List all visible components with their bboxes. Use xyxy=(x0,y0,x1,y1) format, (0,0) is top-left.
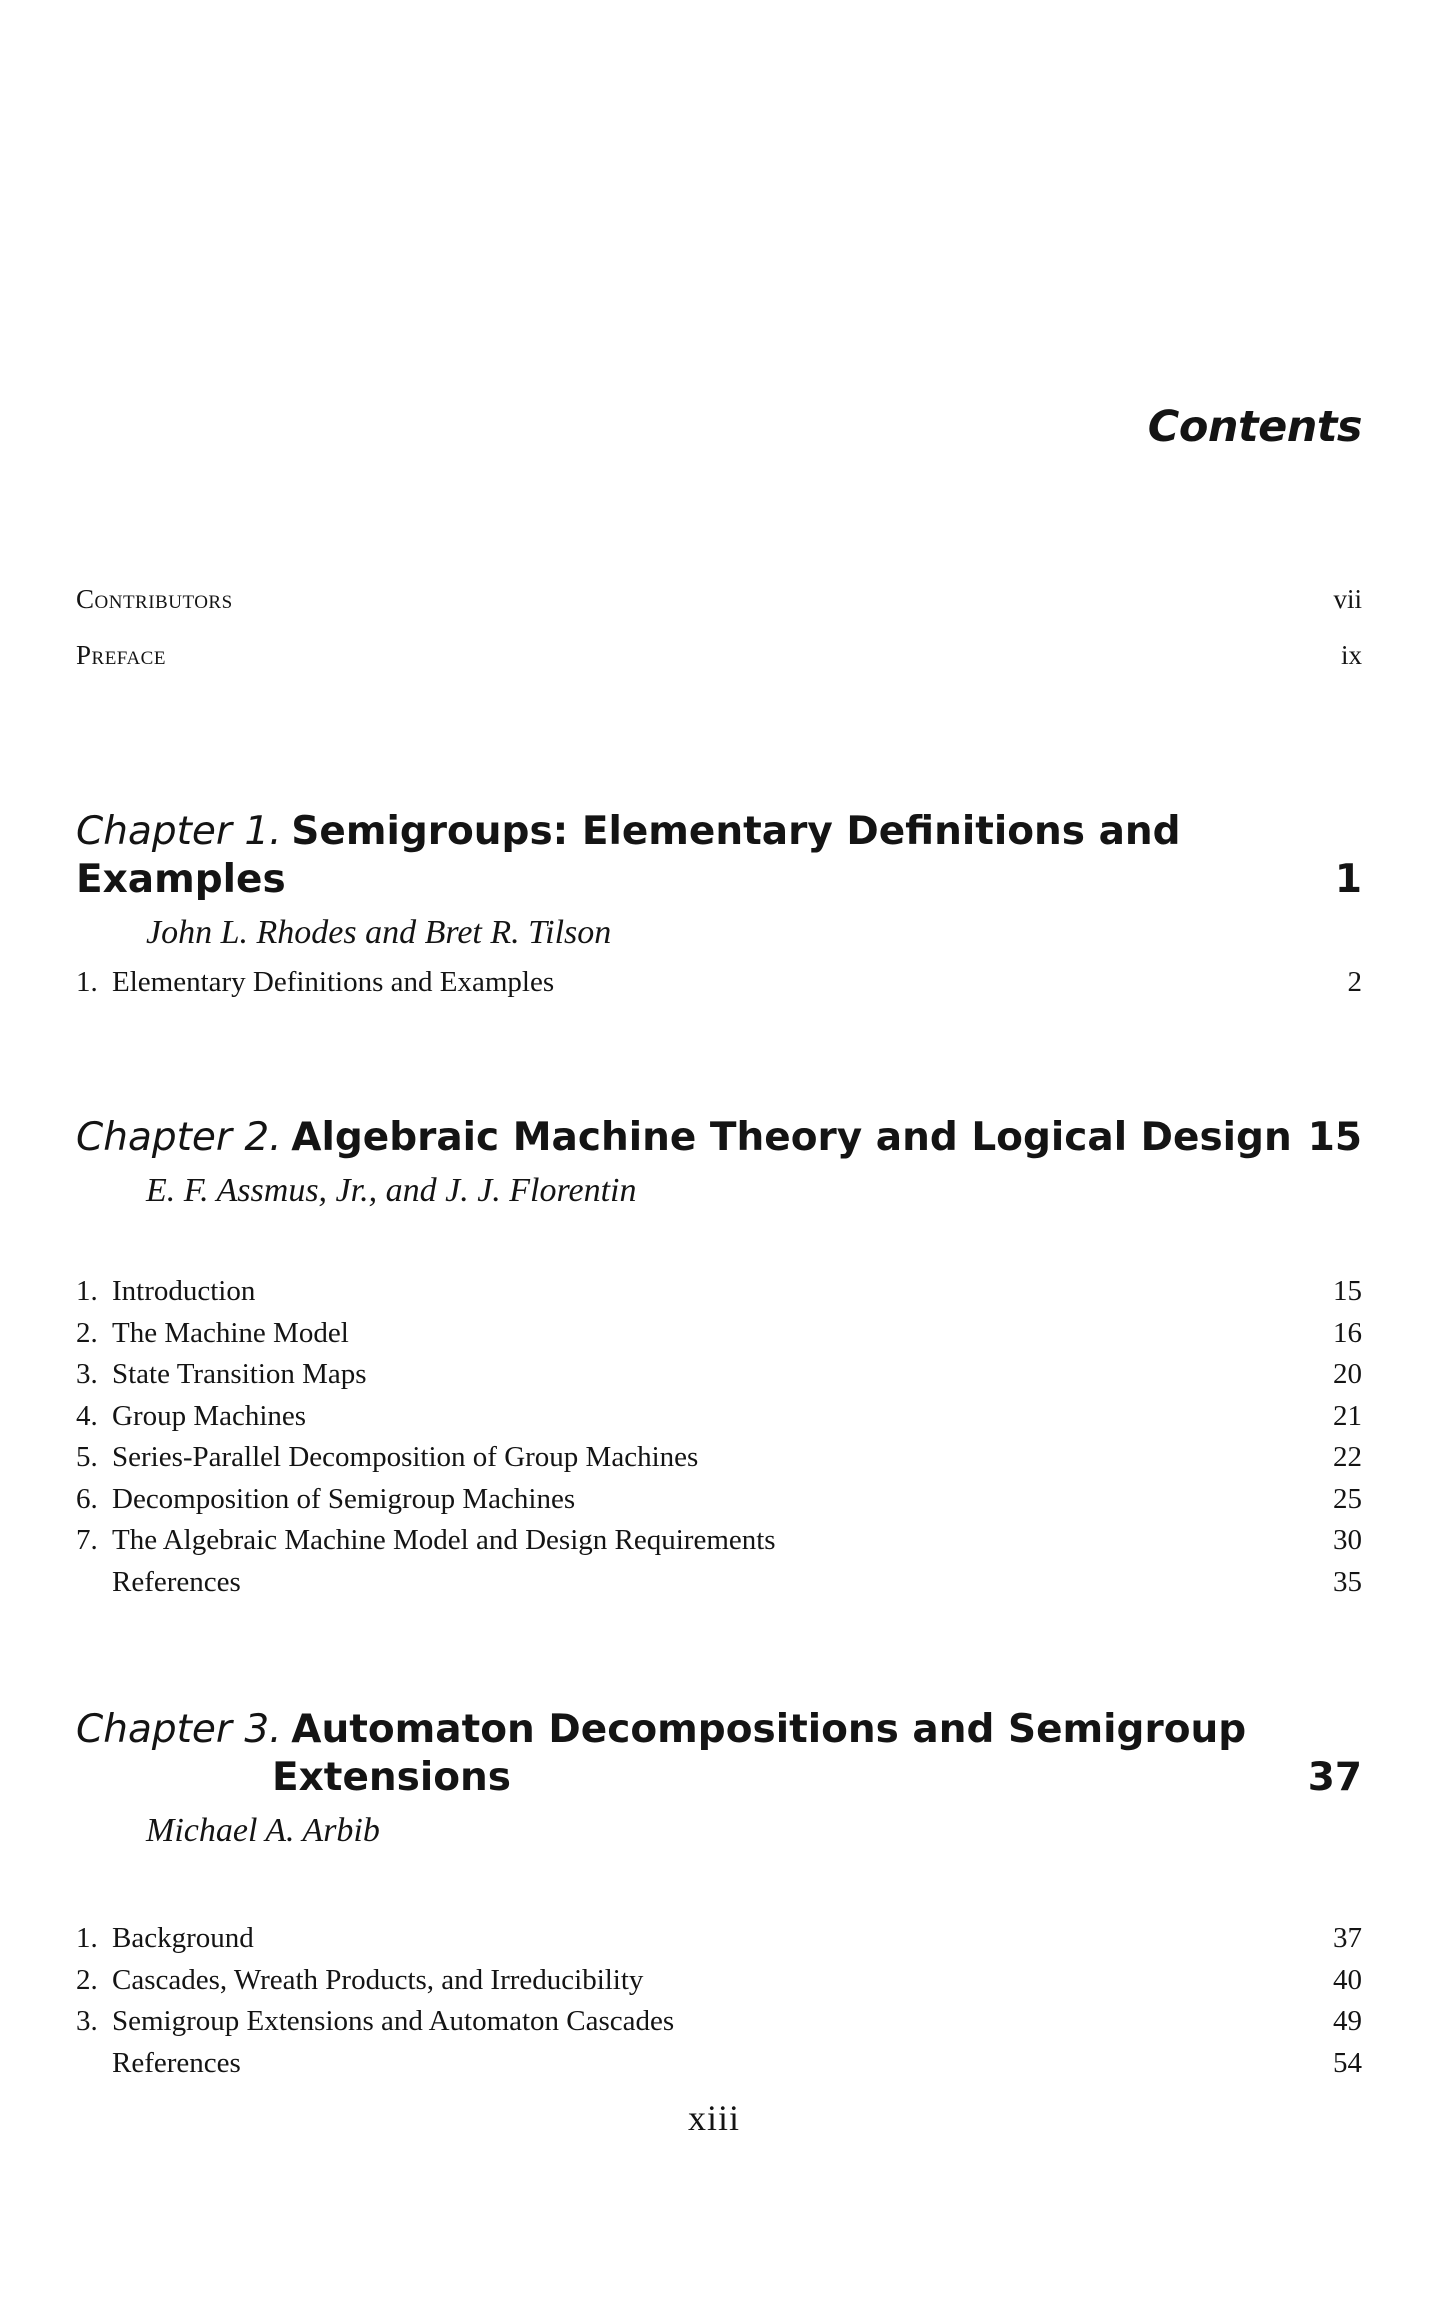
chapter-title: Automaton Decompositions and Semigroup xyxy=(291,1707,1247,1752)
chapter-authors: John L. Rhodes and Bret R. Tilson xyxy=(146,914,612,951)
section-page: 35 xyxy=(1333,1565,1362,1598)
front-matter-entry[interactable] xyxy=(76,584,1362,640)
section-title: Decomposition of Semigroup Machines xyxy=(112,1482,576,1515)
section-title: Semigroup Extensions and Automaton Cascades xyxy=(112,2005,675,2037)
section-page: 37 xyxy=(1333,1922,1362,1954)
section-page: 22 xyxy=(1333,1441,1362,1473)
front-matter-label: Contributors xyxy=(76,584,233,614)
front-matter-label: Preface xyxy=(76,640,166,670)
front-matter-entry[interactable] xyxy=(76,640,1362,696)
chapter-authors: Michael A. Arbib xyxy=(146,1812,380,1849)
section-page: 16 xyxy=(1333,1316,1362,1349)
front-matter-page: vii xyxy=(1333,584,1362,614)
page-title: Contents xyxy=(1147,402,1362,452)
chapter-title-line2: Extensions xyxy=(272,1755,512,1800)
section-entry[interactable] xyxy=(76,1441,1362,1483)
section-title: Elementary Definitions and Examples xyxy=(112,966,555,998)
section-title: State Transition Maps xyxy=(112,1358,367,1390)
section-number: 3. xyxy=(76,2005,98,2037)
section-entry[interactable] xyxy=(76,2047,1362,2089)
section-entry[interactable] xyxy=(76,966,1362,1008)
section-entry[interactable] xyxy=(76,1275,1362,1317)
chapter-3 xyxy=(76,1706,1362,1850)
section-page: 21 xyxy=(1333,1399,1362,1432)
chapter-heading[interactable] xyxy=(76,808,1362,904)
section-title: Background xyxy=(112,1922,254,1954)
section-entry[interactable] xyxy=(76,1566,1362,1608)
section-number: 5. xyxy=(76,1441,98,1473)
section-title: Cascades, Wreath Products, and Irreducibility xyxy=(112,1963,644,1996)
section-number: 2. xyxy=(76,1316,98,1349)
section-page: 2 xyxy=(1347,966,1362,998)
chapter-title: Algebraic Machine Theory and Logical Design xyxy=(291,1115,1292,1160)
front-matter-page: ix xyxy=(1340,640,1362,670)
chapter-label: Chapter 2. xyxy=(76,1115,282,1160)
chapter-heading[interactable] xyxy=(76,1114,1362,1162)
chapter-page: 37 xyxy=(1307,1755,1362,1800)
chapter-2-sections xyxy=(76,1275,1362,1607)
chapter-page: 15 xyxy=(1307,1115,1362,1160)
section-title: References xyxy=(112,2046,241,2079)
section-number: 2. xyxy=(76,1963,98,1996)
chapter-heading-continued[interactable] xyxy=(76,1754,1362,1802)
section-entry[interactable] xyxy=(76,1922,1362,1964)
chapter-1-sections xyxy=(76,966,1362,1008)
chapter-2 xyxy=(76,1114,1362,1210)
section-title: Introduction xyxy=(112,1275,256,1307)
chapter-authors: E. F. Assmus, Jr., and J. J. Florentin xyxy=(146,1172,637,1209)
section-entry[interactable] xyxy=(76,1400,1362,1442)
section-entry[interactable] xyxy=(76,2005,1362,2047)
page-number: xiii xyxy=(688,2098,741,2138)
chapter-page: 1 xyxy=(1334,857,1362,902)
chapter-label: Chapter 1. xyxy=(76,809,282,854)
section-number: 4. xyxy=(76,1399,98,1432)
section-entry[interactable] xyxy=(76,1358,1362,1400)
section-number: 6. xyxy=(76,1482,98,1515)
section-entry[interactable] xyxy=(76,1964,1362,2006)
section-title: The Algebraic Machine Model and Design Requirements xyxy=(112,1524,776,1556)
section-number: 3. xyxy=(76,1358,98,1390)
section-page: 40 xyxy=(1333,1963,1362,1996)
section-title: Series-Parallel Decomposition of Group Machines xyxy=(112,1441,699,1473)
front-matter xyxy=(76,584,1362,696)
contents-page xyxy=(76,0,1362,2309)
section-entry[interactable] xyxy=(76,1483,1362,1525)
section-title: The Machine Model xyxy=(112,1316,349,1349)
section-page: 20 xyxy=(1333,1358,1362,1390)
section-page: 49 xyxy=(1333,2005,1362,2037)
chapter-3-sections xyxy=(76,1922,1362,2088)
chapter-label: Chapter 3. xyxy=(76,1707,282,1752)
section-number: 1. xyxy=(76,1922,98,1954)
section-title: References xyxy=(112,1565,241,1598)
section-number: 1. xyxy=(76,1275,98,1307)
section-number: 1. xyxy=(76,966,98,998)
chapter-1 xyxy=(76,808,1362,952)
section-entry[interactable] xyxy=(76,1524,1362,1566)
section-entry[interactable] xyxy=(76,1317,1362,1359)
chapter-title: Semigroups: Elementary Definitions and Examples xyxy=(76,809,1181,902)
section-page: 25 xyxy=(1333,1482,1362,1515)
section-number: 7. xyxy=(76,1524,98,1556)
chapter-heading[interactable] xyxy=(76,1706,1362,1754)
section-page: 30 xyxy=(1333,1524,1362,1556)
section-page: 15 xyxy=(1333,1275,1362,1307)
section-title: Group Machines xyxy=(112,1399,307,1432)
section-page: 54 xyxy=(1333,2046,1362,2079)
